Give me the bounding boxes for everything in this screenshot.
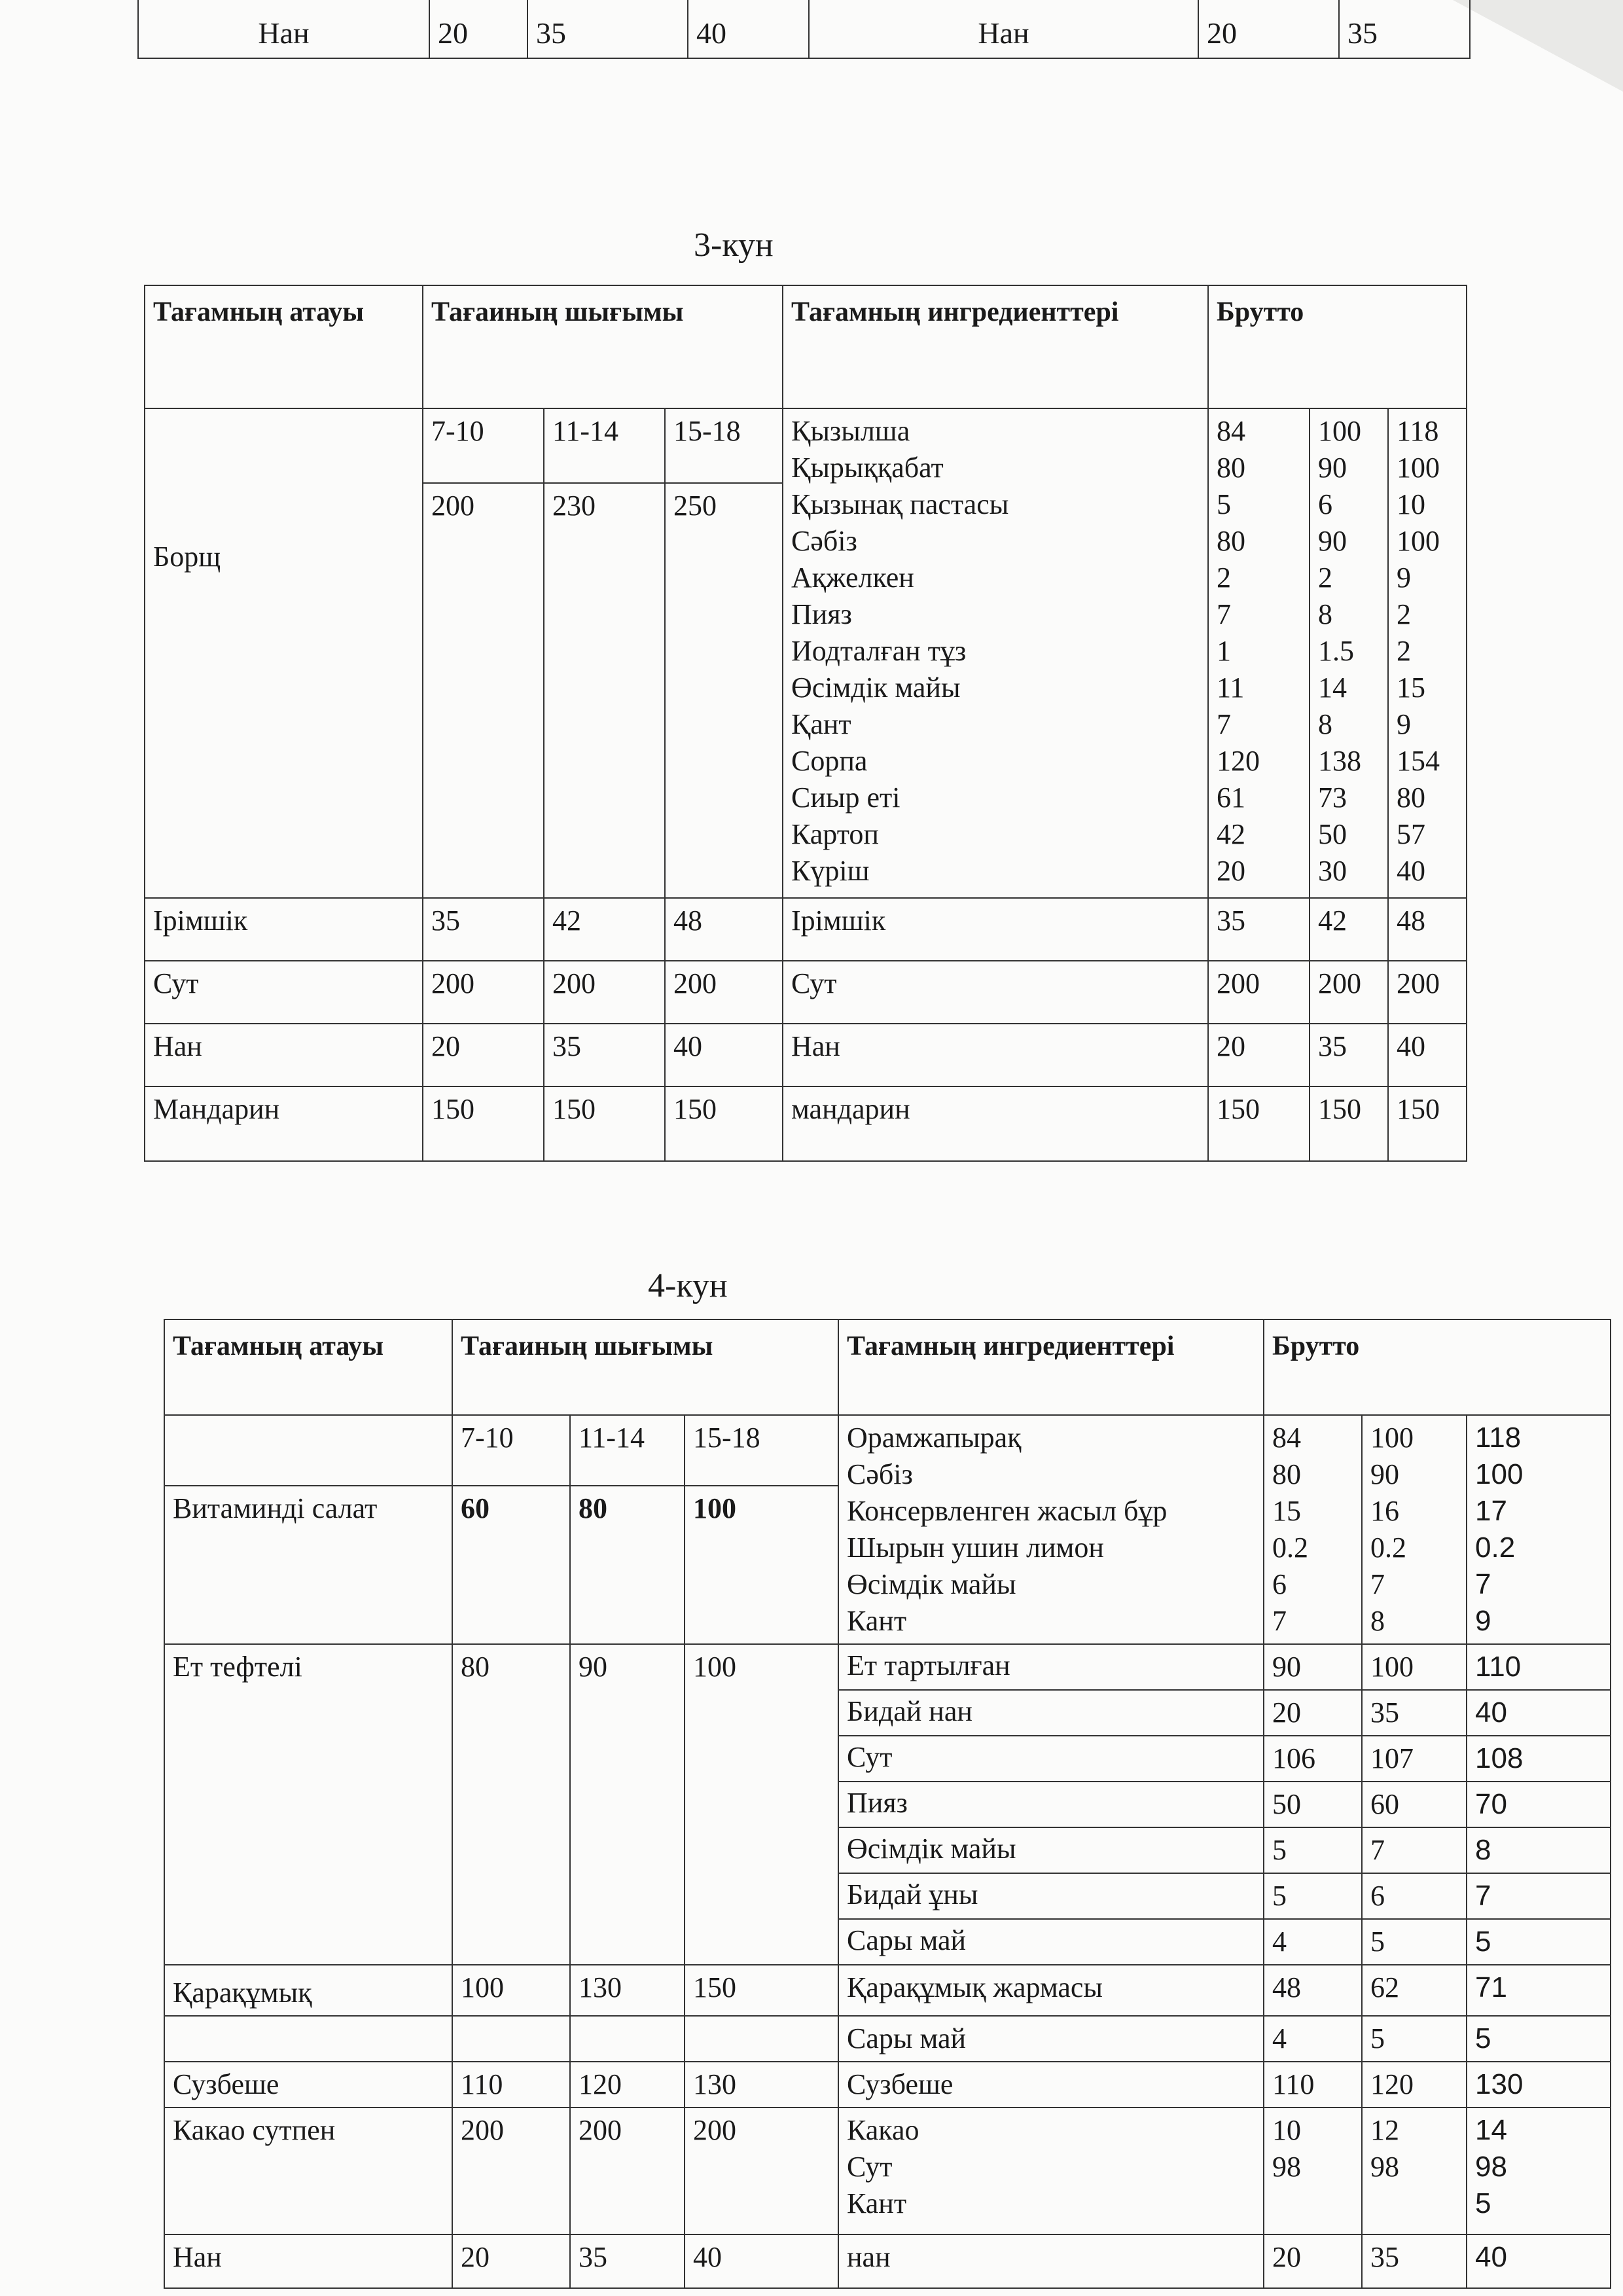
brutto-value: 6 [1318, 488, 1332, 520]
empty-cell [452, 2016, 570, 2062]
ingredient: Өсімдік майы [847, 1568, 1016, 1600]
brutto-cell: 150 [1208, 1086, 1310, 1161]
dish-name: Нан [145, 1024, 423, 1086]
ingredient-cell: Пияз [838, 1782, 1264, 1827]
brutto-value: 154 [1397, 745, 1440, 777]
brutto-value: 98 [1370, 2151, 1399, 2183]
yield-cell: 80 [570, 1486, 685, 1644]
brutto-cell: 62 [1362, 1965, 1467, 2016]
brutto-value: 84 [1217, 415, 1245, 447]
brutto-value: 15 [1272, 1495, 1301, 1527]
ingredient: Пияз [791, 598, 852, 630]
brutto-value: 100 [1475, 1458, 1524, 1490]
brutto-cell: 48 [1388, 898, 1467, 961]
brutto-cell: 7 [1467, 1873, 1611, 1919]
brutto-value: 40 [1397, 855, 1425, 887]
ingredient: Қызылша [791, 415, 910, 447]
brutto-cell: 60 [1362, 1782, 1467, 1827]
brutto-11-14 [1310, 408, 1388, 898]
brutto-value: 0.2 [1370, 1532, 1406, 1564]
ingredient: Ақжелкен [791, 562, 914, 594]
yield-cell: 80 [452, 1644, 570, 1965]
age-7-10: 7-10 [423, 408, 544, 483]
brutto-cell: 130 [1467, 2062, 1611, 2108]
brutto-value: 11 [1217, 672, 1245, 704]
brutto-15-18 [1467, 1415, 1611, 1644]
yield-cell: 60 [452, 1486, 570, 1644]
brutto-value: 57 [1397, 818, 1425, 850]
brutto-cell: 40 [1467, 1690, 1611, 1736]
table-row [145, 961, 1467, 1024]
age-11-14: 11-14 [570, 1415, 685, 1486]
brutto-value: 98 [1475, 2151, 1507, 2183]
brutto-cell: 40 [1388, 1024, 1467, 1086]
brutto-value: 90 [1370, 1458, 1399, 1490]
ingredient: Иодталған тұз [791, 635, 967, 667]
brutto-value: 2 [1217, 562, 1231, 594]
brutto-value: 90 [1318, 525, 1347, 557]
header-dish-name: Тағамның атауы [164, 1319, 452, 1415]
brutto-value: 17 [1475, 1495, 1507, 1527]
yield-cell: 200 [544, 961, 665, 1024]
brutto-cell: 40 [1467, 2234, 1611, 2288]
yield-cell: 40 [685, 2234, 838, 2288]
yield-cell: 250 [665, 483, 783, 898]
brutto-7-10 [1264, 2108, 1362, 2234]
brutto-cell: 20 [1208, 1024, 1310, 1086]
brutto-cell: 35 [1208, 898, 1310, 961]
brutto-cell: 20 [1264, 1690, 1362, 1736]
yield-cell: 35 [423, 898, 544, 961]
brutto-value: 6 [1272, 1568, 1287, 1600]
dish-name: Какао сутпен [164, 2108, 452, 2234]
yield-cell: 200 [665, 961, 783, 1024]
brutto-value: 14 [1318, 672, 1347, 704]
brutto-value: 10 [1272, 2114, 1301, 2146]
ingredient-cell: Сары май [838, 1919, 1264, 1965]
ingredient-cell: Бидай нан [838, 1690, 1264, 1736]
brutto-15-18 [1388, 408, 1467, 898]
header-yield: Тағаиның шығымы [452, 1319, 838, 1415]
brutto-cell: 35 [1339, 0, 1470, 58]
brutto-value: 0.2 [1475, 1532, 1516, 1564]
brutto-cell: 70 [1467, 1782, 1611, 1827]
yield-cell: 48 [665, 898, 783, 961]
yield-cell: 35 [570, 2234, 685, 2288]
brutto-value: 80 [1397, 781, 1425, 814]
dish-name: Сузбеше [164, 2062, 452, 2108]
brutto-cell: 8 [1467, 1827, 1611, 1873]
empty-cell [164, 2016, 452, 2062]
brutto-value: 12 [1370, 2114, 1399, 2146]
brutto-value: 50 [1318, 818, 1347, 850]
brutto-value: 80 [1217, 525, 1245, 557]
brutto-value: 8 [1318, 708, 1332, 740]
brutto-cell: 35 [1310, 1024, 1388, 1086]
brutto-value: 118 [1475, 1422, 1522, 1454]
yield-cell: 150 [665, 1086, 783, 1161]
header-ingredients: Тағамның ингредиенттері [783, 285, 1208, 408]
brutto-value: 9 [1397, 562, 1411, 594]
yield-cell: 130 [570, 1965, 685, 2016]
age-7-10: 7-10 [452, 1415, 570, 1486]
table-row [164, 2234, 1611, 2288]
ingredient-cell: Бидай ұны [838, 1873, 1264, 1919]
dish-name: Сут [145, 961, 423, 1024]
brutto-11-14 [1362, 1415, 1467, 1644]
brutto-value: 2 [1397, 635, 1411, 667]
brutto-cell: 71 [1467, 1965, 1611, 2016]
ingredient: Сорпа [791, 745, 868, 777]
previous-table-last-row [137, 0, 1471, 59]
yield-cell: 200 [570, 2108, 685, 2234]
day4-title: 4-кун [648, 1267, 728, 1304]
dish-name: Мандарин [145, 1086, 423, 1161]
brutto-cell: 5 [1264, 1873, 1362, 1919]
brutto-value: 90 [1318, 452, 1347, 484]
brutto-value: 9 [1475, 1605, 1491, 1637]
ingredient: Сәбіз [791, 525, 857, 557]
brutto-cell: 6 [1362, 1873, 1467, 1919]
brutto-value: 20 [1217, 855, 1245, 887]
brutto-cell: 50 [1264, 1782, 1362, 1827]
brutto-cell: 35 [1362, 2234, 1467, 2288]
brutto-cell: 7 [1362, 1827, 1467, 1873]
brutto-value: 1 [1217, 635, 1231, 667]
cocoa-ingredients [838, 2108, 1264, 2234]
brutto-value: 7 [1217, 708, 1231, 740]
brutto-cell: 42 [1310, 898, 1388, 961]
table-row [138, 0, 1470, 58]
ingredient-cell: мандарин [783, 1086, 1208, 1161]
brutto-value: 138 [1318, 745, 1361, 777]
ingredient-cell: Қарақұмық жармасы [838, 1965, 1264, 2016]
yield-cell: 40 [665, 1024, 783, 1086]
brutto-value: 9 [1397, 708, 1411, 740]
ingredient: Қант [791, 708, 851, 740]
brutto-7-10 [1264, 1415, 1362, 1644]
ingredient: Қырыққабат [791, 452, 944, 484]
yield-cell: 20 [429, 0, 527, 58]
brutto-value: 42 [1217, 818, 1245, 850]
ingredient-cell: Сут [838, 1736, 1264, 1782]
brutto-cell: 5 [1362, 1919, 1467, 1965]
ingredient: Күріш [791, 855, 870, 887]
dish-name: Витаминді салат [164, 1486, 452, 1644]
table-row [145, 1086, 1467, 1161]
brutto-value: 84 [1272, 1422, 1301, 1454]
ingredient: Кант [847, 2187, 907, 2219]
day3-title: 3-кун [694, 226, 774, 264]
brutto-cell: 100 [1362, 1644, 1467, 1690]
header-yield: Тағаиның шығымы [423, 285, 783, 408]
ingredient-cell: Нан [809, 0, 1198, 58]
ingredient: Сиыр еті [791, 781, 901, 814]
ingredient: Шырын ушин лимон [847, 1532, 1104, 1564]
table-row [145, 1024, 1467, 1086]
ingredient: Қызынақ пастасы [791, 488, 1009, 520]
brutto-value: 120 [1217, 745, 1260, 777]
table-row [145, 408, 1467, 483]
ingredient: Өсімдік майы [791, 672, 961, 704]
brutto-cell: 110 [1467, 1644, 1611, 1690]
brutto-value: 73 [1318, 781, 1347, 814]
ingredient-cell: Өсімдік майы [838, 1827, 1264, 1873]
brutto-value: 0.2 [1272, 1532, 1308, 1564]
brutto-value: 7 [1370, 1568, 1385, 1600]
brutto-value: 7 [1217, 598, 1231, 630]
brutto-value: 100 [1318, 415, 1361, 447]
brutto-cell: 5 [1467, 2016, 1611, 2062]
brutto-cell: 90 [1264, 1644, 1362, 1690]
brutto-value: 2 [1318, 562, 1332, 594]
dish-name: Нан [138, 0, 429, 58]
brutto-cell: 5 [1467, 1919, 1611, 1965]
brutto-value: 8 [1370, 1605, 1385, 1637]
ingredient-cell: Сут [783, 961, 1208, 1024]
dish-name: Қарақұмық [164, 1965, 452, 2016]
brutto-cell: 5 [1362, 2016, 1467, 2062]
brutto-cell: 48 [1264, 1965, 1362, 2016]
brutto-value: 118 [1397, 415, 1439, 447]
brutto-value: 80 [1217, 452, 1245, 484]
brutto-cell: 20 [1198, 0, 1339, 58]
brutto-cell: 150 [1388, 1086, 1467, 1161]
yield-cell: 35 [544, 1024, 665, 1086]
brutto-cell: 106 [1264, 1736, 1362, 1782]
yield-cell: 90 [570, 1644, 685, 1965]
empty-cell [570, 2016, 685, 2062]
scanned-page-corner [1453, 0, 1623, 92]
ingredient: Какао [847, 2114, 919, 2146]
brutto-cell: 35 [1362, 1690, 1467, 1736]
yield-cell: 200 [452, 2108, 570, 2234]
brutto-cell: 20 [1264, 2234, 1362, 2288]
brutto-value: 100 [1397, 525, 1440, 557]
header-brutto: Брутто [1264, 1319, 1611, 1415]
brutto-cell: 108 [1467, 1736, 1611, 1782]
day3-menu-table [144, 285, 1467, 1162]
brutto-cell: 150 [1310, 1086, 1388, 1161]
yield-cell: 20 [423, 1024, 544, 1086]
table-header-row [145, 285, 1467, 408]
ingredient-cell: Ет тартылған [838, 1644, 1264, 1690]
dish-name: Ет тефтелі [164, 1644, 452, 1965]
dish-name: Ірімшік [145, 898, 423, 961]
brutto-cell: 200 [1388, 961, 1467, 1024]
yield-cell: 100 [685, 1486, 838, 1644]
dish-name: Борщ [145, 408, 423, 898]
ingredient: Сут [847, 2151, 893, 2183]
table-row [164, 1965, 1611, 2016]
brutto-value: 7 [1272, 1605, 1287, 1637]
brutto-value: 1.5 [1318, 635, 1354, 667]
yield-cell: 20 [452, 2234, 570, 2288]
yield-cell: 100 [685, 1644, 838, 1965]
table-row [164, 1644, 1611, 1690]
yield-cell: 40 [688, 0, 809, 58]
age-15-18: 15-18 [685, 1415, 838, 1486]
day4-menu-table [164, 1319, 1611, 2289]
ingredient-cell: Ірімшік [783, 898, 1208, 961]
ingredient-cell: Сары май [838, 2016, 1264, 2062]
brutto-cell: 200 [1310, 961, 1388, 1024]
ingredient: Кант [847, 1605, 907, 1637]
brutto-value: 8 [1318, 598, 1332, 630]
yield-cell: 150 [423, 1086, 544, 1161]
brutto-value: 16 [1370, 1495, 1399, 1527]
ingredient: Картоп [791, 818, 879, 850]
ingredient: Орамжапырақ [847, 1422, 1022, 1454]
brutto-cell: 200 [1208, 961, 1310, 1024]
brutto-7-10 [1208, 408, 1310, 898]
yield-cell: 120 [570, 2062, 685, 2108]
ingredient-cell: Сузбеше [838, 2062, 1264, 2108]
yield-cell: 200 [423, 483, 544, 898]
brutto-cell: 110 [1264, 2062, 1362, 2108]
salad-ingredients [838, 1415, 1264, 1644]
ingredient-cell: нан [838, 2234, 1264, 2288]
table-row [164, 2108, 1611, 2234]
ingredient-cell: Нан [783, 1024, 1208, 1086]
brutto-value: 7 [1475, 1568, 1491, 1600]
empty-cell [685, 2016, 838, 2062]
brutto-value: 100 [1370, 1422, 1414, 1454]
dish-name: Нан [164, 2234, 452, 2288]
brutto-value: 2 [1397, 598, 1411, 630]
yield-cell: 200 [423, 961, 544, 1024]
yield-cell: 110 [452, 2062, 570, 2108]
header-brutto: Брутто [1208, 285, 1467, 408]
yield-cell: 150 [544, 1086, 665, 1161]
table-row [145, 898, 1467, 961]
brutto-cell: 4 [1264, 2016, 1362, 2062]
yield-cell: 100 [452, 1965, 570, 2016]
table-row [164, 2016, 1611, 2062]
age-11-14: 11-14 [544, 408, 665, 483]
brutto-cell: 120 [1362, 2062, 1467, 2108]
brutto-cell: 107 [1362, 1736, 1467, 1782]
table-row [164, 1415, 1611, 1486]
ingredient: Сәбіз [847, 1458, 913, 1490]
borsch-ingredients [783, 408, 1208, 898]
empty-cell [164, 1415, 452, 1486]
ingredient: Консервленген жасыл бұр [847, 1495, 1168, 1527]
brutto-value: 100 [1397, 452, 1440, 484]
brutto-15-18 [1467, 2108, 1611, 2234]
yield-cell: 130 [685, 2062, 838, 2108]
brutto-value: 5 [1217, 488, 1231, 520]
table-header-row [164, 1319, 1611, 1415]
brutto-value: 61 [1217, 781, 1245, 814]
yield-cell: 230 [544, 483, 665, 898]
brutto-cell: 5 [1264, 1827, 1362, 1873]
brutto-value: 5 [1475, 2187, 1491, 2219]
yield-cell: 35 [527, 0, 688, 58]
brutto-value: 30 [1318, 855, 1347, 887]
brutto-value: 14 [1475, 2114, 1507, 2146]
yield-cell: 42 [544, 898, 665, 961]
yield-cell: 150 [685, 1965, 838, 2016]
brutto-value: 80 [1272, 1458, 1301, 1490]
age-15-18: 15-18 [665, 408, 783, 483]
brutto-11-14 [1362, 2108, 1467, 2234]
brutto-value: 98 [1272, 2151, 1301, 2183]
header-dish-name: Тағамның атауы [145, 285, 423, 408]
brutto-cell: 4 [1264, 1919, 1362, 1965]
brutto-value: 10 [1397, 488, 1425, 520]
yield-cell: 200 [685, 2108, 838, 2234]
header-ingredients: Тағамның ингредиенттері [838, 1319, 1264, 1415]
brutto-value: 15 [1397, 672, 1425, 704]
table-row [164, 2062, 1611, 2108]
